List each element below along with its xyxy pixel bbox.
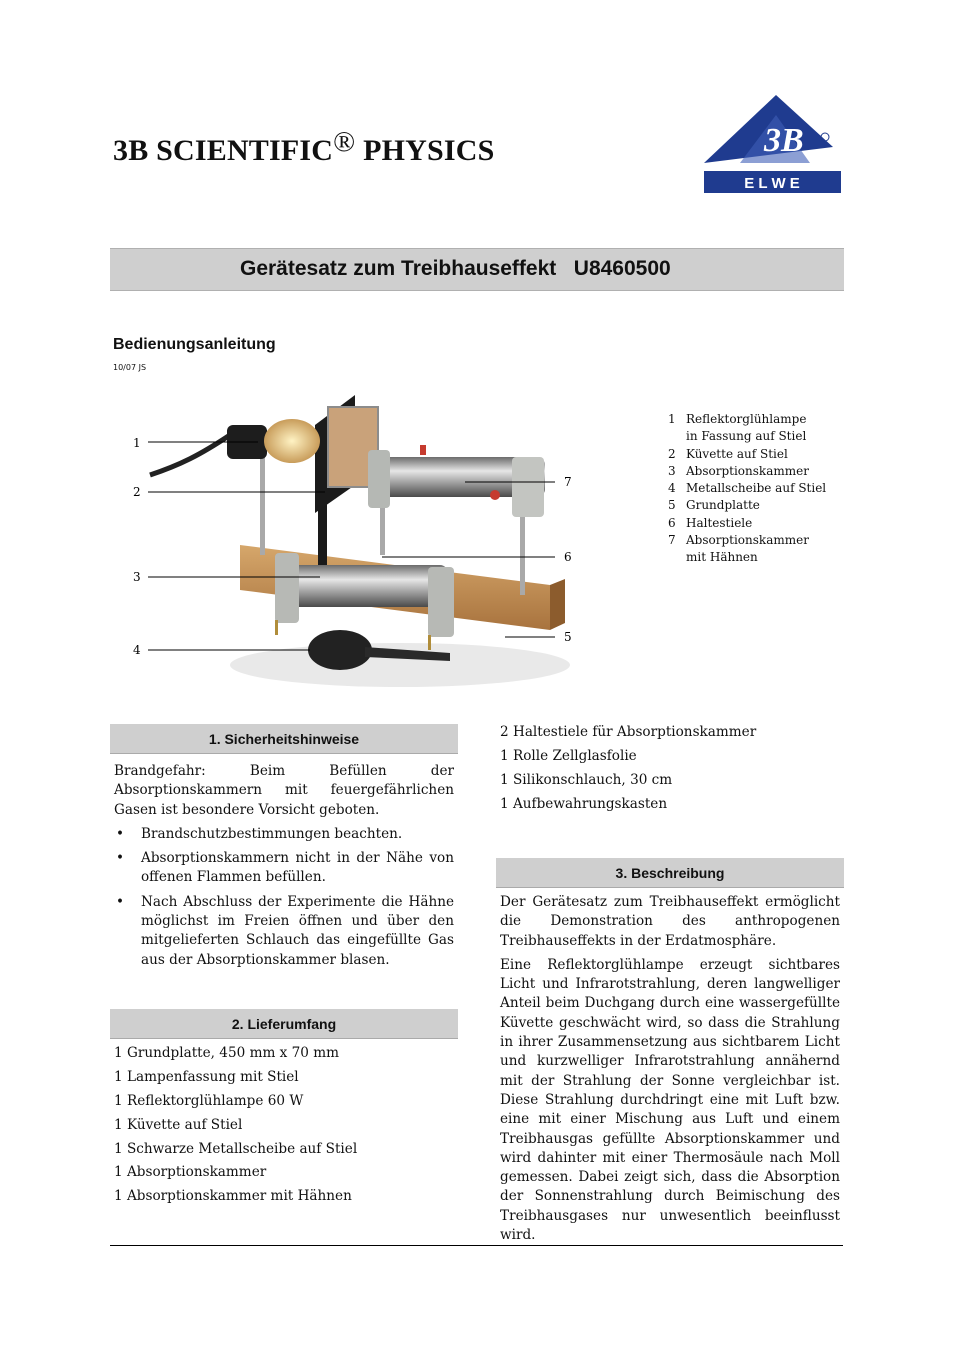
legend-item: 5 Grundplatte <box>668 498 760 513</box>
legend-item: 1 Reflektorglühlampe in Fassung auf Stiel <box>668 412 807 444</box>
legend-item: 4 Metallscheibe auf Stiel <box>668 481 827 496</box>
date-code: 10/07 JS <box>113 363 147 372</box>
apparatus-figure <box>110 395 580 695</box>
section-delivery <box>110 1009 458 1211</box>
section-description <box>496 858 844 1250</box>
metal-disk <box>308 630 372 670</box>
valve <box>490 490 500 500</box>
list-item: 1 Grundplatte, 450 mm x 70 mm <box>114 1045 340 1061</box>
safety-intro: Brandgefahr: Beim Befüllen der Absorptionskammern mit feuergefährlichen Gasen ist besondere Vorsicht geboten. <box>114 763 454 818</box>
subtitle: Bedienungsanleitung <box>113 336 276 353</box>
brand-name: 3B SCIENTIFIC <box>113 134 334 167</box>
description-paragraph: Eine Reflektorglühlampe erzeugt sichtbares Licht und Infrarotstrahlung, deren langwelliger Anteil beim Duchgang durch eine wassergefüllte Küvette geschwächt wird, so dass die Strahlung in ihrer Zusammensetzung aus sichtbarem Licht und kurzwelliger Infrarotstrahlung annähernd mit der Strahlung der Sonne vergleichbar ist. Diese Strahlung durchdringt eine mit Luft bzw. eine mit einer Mischung aus Luft und einem Treibhausgas gefüllte Absorptionskammer und wird dahinter mit einer Thermosäule nach Moll gemessen. Dabei zeigt sich, dass die Absorption der Sonnenstrahlung durch Beimischung des Treibhausgases nur unwesentlich beeinflusst wird. <box>500 956 840 1244</box>
brand-suffix: PHYSICS <box>355 134 495 167</box>
callout-5: 5 <box>564 630 572 644</box>
callout-2: 2 <box>133 485 141 499</box>
list-item: 1 Silikonschlauch, 30 cm <box>500 771 673 788</box>
legend-item: 3 Absorptionskammer <box>668 463 809 478</box>
list-item: 1 Reflektorglühlampe 60 W <box>114 1092 304 1109</box>
list-item: 1 Küvette auf Stiel <box>114 1116 243 1133</box>
safety-bullet: • Absorptionskammern nicht in der Nähe von offenen Flammen befüllen. <box>114 849 454 888</box>
callout-7: 7 <box>564 475 572 489</box>
list-item: 2 Haltestiele für Absorptionskammer <box>500 724 757 740</box>
section-heading: 3. Beschreibung <box>496 858 844 888</box>
lower-chamber <box>288 565 448 607</box>
document-title: Gerätesatz zum Treibhauseffekt U8460500 <box>240 257 671 280</box>
legend-item: 7 Absorptionskammer mit Hähnen <box>668 533 809 565</box>
list-item: 1 Absorptionskammer <box>114 1164 267 1181</box>
section-body <box>110 754 458 970</box>
description-paragraph: Der Gerätesatz zum Treibhauseffekt ermöglicht die Demonstration des anthropogenen Treibhauseffekts in der Erdatmosphäre. <box>500 894 840 949</box>
brand-heading <box>113 126 495 168</box>
callout-6: 6 <box>564 550 572 564</box>
reflector-lamp <box>264 419 320 463</box>
list-item: 1 Aufbewahrungskasten <box>500 795 668 812</box>
legend-item: 6 Haltestiele <box>668 515 753 530</box>
safety-bullet: • Nach Abschluss der Experimente die Hähne möglichst im Freien öffnen und über den mitgelieferten Schlauch das eingefüllte Gas aus der Absorptionskammer blasen. <box>114 893 454 970</box>
3b-elwe-logo <box>700 95 842 195</box>
safety-bullet: • Brandschutzbestimmungen beachten. <box>114 825 454 844</box>
logo-text: 3B <box>764 122 804 159</box>
registered-mark: ® <box>333 126 356 158</box>
delivery-list-continued <box>496 723 852 819</box>
delivery-list <box>110 1039 458 1207</box>
callout-1: 1 <box>133 436 141 450</box>
section-body <box>496 888 844 1245</box>
section-heading: 1. Sicherheitshinweise <box>110 724 458 754</box>
callout-3: 3 <box>133 570 141 584</box>
lamp-cable <box>150 435 230 475</box>
callout-4: 4 <box>133 643 141 657</box>
title-bar <box>110 248 844 291</box>
legend-item: 2 Küvette auf Stiel <box>668 446 788 461</box>
logo-subtext: E L W E <box>744 175 800 192</box>
footer-rule <box>110 1245 843 1246</box>
list-item: 1 Schwarze Metallscheibe auf Stiel <box>114 1140 358 1157</box>
section-heading: 2. Lieferumfang <box>110 1009 458 1039</box>
figure-legend <box>668 411 826 567</box>
list-item: 1 Lampenfassung mit Stiel <box>114 1068 299 1085</box>
list-item: 1 Absorptionskammer mit Hähnen <box>114 1188 352 1205</box>
list-item: 1 Rolle Zellglasfolie <box>500 747 637 764</box>
lamp-rod <box>260 455 265 555</box>
section-safety <box>110 724 458 975</box>
